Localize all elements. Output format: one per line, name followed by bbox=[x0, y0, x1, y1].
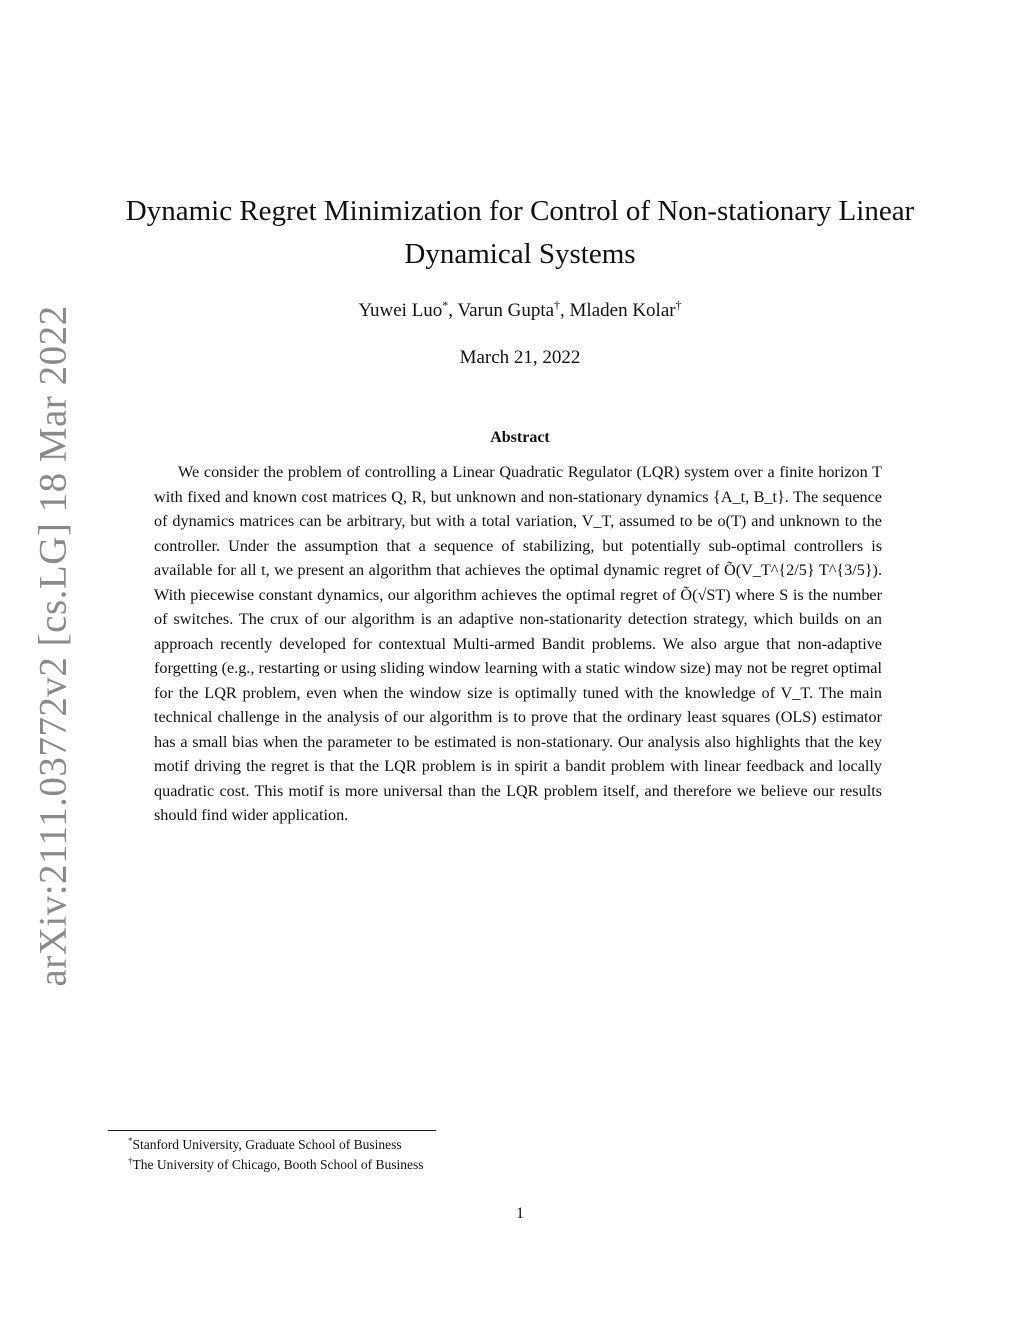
author-name: Varun Gupta bbox=[457, 300, 555, 321]
footnote-text: Stanford University, Graduate School of Business bbox=[132, 1137, 402, 1152]
abstract-heading: Abstract bbox=[490, 429, 550, 446]
paper-title: Dynamic Regret Minimization for Control of Non-stationary Linear Dynamical Systems bbox=[125, 195, 915, 270]
footnote bbox=[128, 1155, 423, 1175]
author-affiliation-mark: † bbox=[554, 298, 561, 312]
footnote-text: The University of Chicago, Booth School of Business bbox=[132, 1157, 424, 1172]
footnote bbox=[128, 1135, 423, 1155]
author-name: Yuwei Luo bbox=[358, 300, 443, 321]
page-number: 1 bbox=[516, 1205, 524, 1222]
footnote-divider bbox=[108, 1130, 436, 1131]
author-list: Yuwei Luo*, Varun Gupta†, Mladen Kolar† bbox=[358, 298, 682, 321]
abstract-text: We consider the problem of controlling a Linear Quadratic Regulator (LQR) system over a finite horizon T with fixed and known cost matrices Q, R, but unknown and non-stationary dynamics {A_t, B_t}. The sequence of dynamics matrices can be arbitrary, but with a total variation, V_T, assumed to be o(T) and unknown to the controller. Under the assumption that a sequence of stabilizing, but potentially sub-optimal controllers is available for all t, we present an algorithm that achieves the optimal dynamic regret of Õ(V_T^{2/5} T^{3/5}). With piecewise constant dynamics, our algorithm achieves the optimal regret of Õ(√ST) where S is the number of switches. The crux of our algorithm is an adaptive non-stationarity detection strategy, which builds on an approach recently developed for contextual Multi-armed Bandit problems. We also argue that non-adaptive forgetting (e.g., restarting or using sliding window learning with a static window size) may not be regret optimal for the LQR problem, even when the window size is optimally tuned with the knowledge of V_T. The main technical challenge in the analysis of our algorithm is to prove that the ordinary least squares (OLS) estimator has a small bias when the parameter to be estimated is non-stationary. Our analysis also highlights that the key motif driving the regret is that the LQR problem is in spirit a bandit problem with linear feedback and locally quadratic cost. This motif is more universal than the LQR problem itself, and therefore we believe our results should find wider application. bbox=[154, 463, 882, 824]
footnotes bbox=[128, 1135, 423, 1175]
arxiv-identifier-stamp: arXiv:2111.03772v2 [cs.LG] 18 Mar 2022 bbox=[31, 305, 75, 987]
footnote-mark: † bbox=[128, 1156, 133, 1166]
author-name: Mladen Kolar bbox=[569, 300, 676, 321]
footnote-mark: * bbox=[128, 1136, 133, 1146]
author-affiliation-mark: † bbox=[675, 298, 682, 312]
paper-date: March 21, 2022 bbox=[459, 347, 581, 368]
author-affiliation-mark: * bbox=[442, 298, 449, 312]
